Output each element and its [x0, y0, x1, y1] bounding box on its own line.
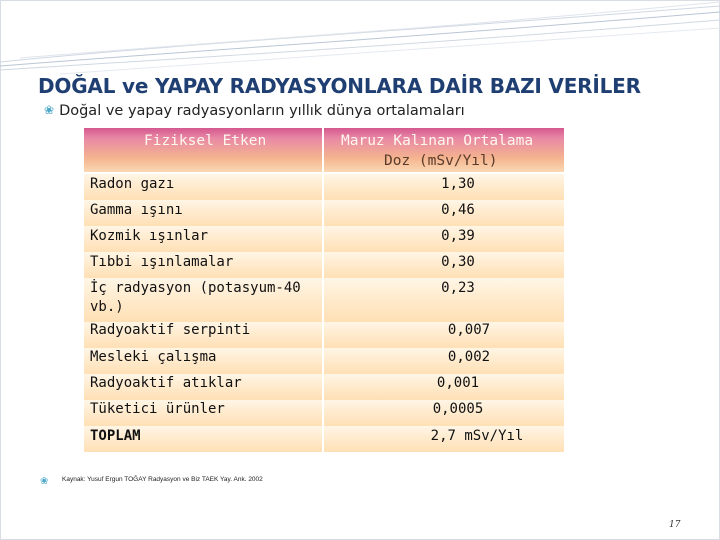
- page-title: DOĞAL ve YAPAY RADYASYONLARA DAİR BAZI VERİLER: [38, 74, 641, 98]
- decorative-swoosh: [0, 0, 720, 80]
- table-row-value: 0,23: [441, 280, 475, 296]
- table-row-label: Mesleki çalışma: [90, 349, 217, 365]
- table-total-value: 2,7 mSv/Yıl: [430, 428, 524, 444]
- table-row-label: Tüketici ürünler: [90, 401, 225, 417]
- table-total-label: TOPLAM: [90, 428, 141, 444]
- table-row-value: 0,0005: [432, 401, 484, 417]
- table-row-label: Tıbbi ışınlamalar: [90, 254, 234, 270]
- table-row-label: Gamma ışını: [90, 202, 183, 218]
- table-row-label: İç radyasyon (potasyum-40: [90, 280, 301, 296]
- table-row-label: Kozmik ışınlar: [90, 228, 209, 244]
- table-row-value: 0,002: [447, 349, 491, 365]
- table-row-label-cont: vb.): [90, 299, 124, 315]
- header-exposure-line2: Doz (mSv/Yıl): [384, 153, 498, 169]
- bullet-icon: ❀: [44, 103, 55, 117]
- table-row-value: 0,30: [441, 254, 475, 270]
- table-row-value: 0,001: [436, 375, 480, 391]
- table-row-value: 0,007: [447, 322, 491, 338]
- table-row-label: Radyoaktif serpinti: [90, 322, 251, 338]
- table-row-value: 0,46: [441, 202, 475, 218]
- bullet-icon: ❀: [40, 476, 49, 487]
- header-factor: Fiziksel Etken: [144, 133, 267, 149]
- page-number: 17: [669, 520, 681, 530]
- table-row-value: 0,39: [441, 228, 475, 244]
- table-row-value: 1,30: [441, 176, 475, 192]
- header-exposure-line1: Maruz Kalınan Ortalama: [341, 133, 534, 149]
- subtitle: [44, 103, 465, 119]
- source-citation: Kaynak: Yusuf Ergun TOĞAY Radyasyon ve Biz TAEK Yay. Ank. 2002: [62, 476, 263, 483]
- table-row-label: Radyoaktif atıklar: [90, 375, 242, 391]
- subtitle-text: Doğal ve yapay radyasyonların yıllık dünya ortalamaları: [59, 103, 465, 119]
- table-row-label: Radon gazı: [90, 176, 175, 192]
